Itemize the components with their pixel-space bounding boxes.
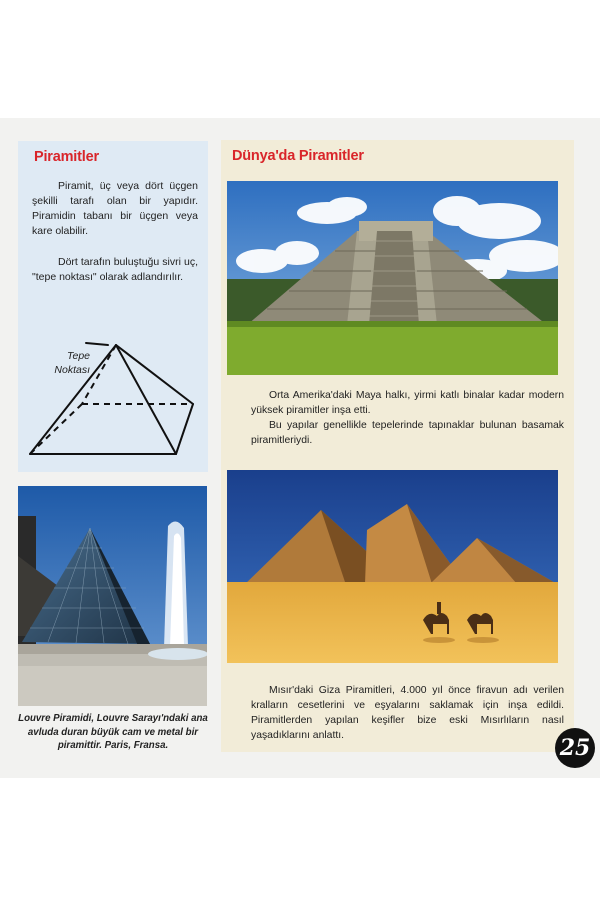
apex-pointer-line [86, 343, 108, 345]
page-number: 25 [555, 728, 595, 768]
section-title-pyramids: Piramitler [34, 149, 99, 165]
pyramid-edge [116, 345, 176, 454]
apex-label-line-1: Tepe [67, 350, 90, 362]
definition-paragraph-2: Dört tarafın buluştuğu sivri uç, "tepe noktası" olarak adlandırılır. [32, 256, 198, 283]
apex-label [36, 349, 90, 377]
world-pyramids-box [221, 140, 574, 752]
definition-paragraph-1: Piramit, üç veya dört üçgen şekilli tarafı olan bir yapıdır. Piramidin tabanı bir üçgen veya kare olabilir. [32, 180, 198, 237]
louvre-caption: Louvre Piramidi, Louvre Sarayı'ndaki ana avluda duran büyük cam ve metal bir piramittir. Paris, Fransa. [18, 713, 208, 751]
maya-description [251, 388, 564, 448]
section-title-world-pyramids: Dünya'da Piramitler [232, 148, 364, 164]
giza-pyramids-photo [227, 470, 558, 663]
maya-pyramid-photo [227, 181, 558, 375]
giza-description: Mısır'daki Giza Piramitleri, 4.000 yıl önce firavun adı verilen kralların cesetlerini ve eşyalarını saklamak için inşa edildi. Piramitlerden yapılan keşifler bize eski Mısırlıların nasıl yaşadıklarını anlattı. [251, 685, 564, 741]
pyramid-base-edge [176, 404, 193, 454]
pyramid-edge [116, 345, 193, 404]
apex-label-line-2: Noktası [54, 364, 90, 376]
definition-text [32, 179, 198, 301]
pyramid-hidden-edge [30, 404, 82, 454]
maya-paragraph-2: Bu yapılar genellikle tepelerinde tapınaklar bulunan basamak piramitleriydi. [251, 420, 564, 446]
louvre-pyramid-photo [18, 486, 207, 706]
maya-paragraph-1: Orta Amerika'daki Maya halkı, yirmi katlı binalar kadar modern yüksek piramitler inşa etti. [251, 390, 564, 416]
pyramids-definition-box [18, 141, 208, 472]
